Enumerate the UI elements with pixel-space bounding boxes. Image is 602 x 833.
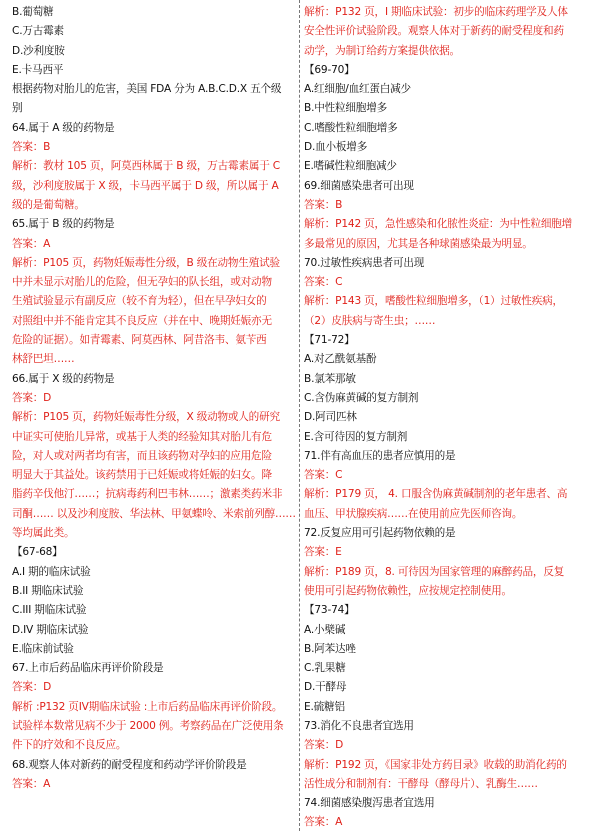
answer-line: 答案：C [304, 469, 343, 482]
explanation-line: 解析 :P132 页IV期临床试验 :上市后药品临床再评价阶段。 [12, 700, 283, 713]
explanation-line: 险，对人或对两者均有害，而且该药物对孕妇的应用危险 [12, 449, 272, 462]
explanation-line: 解析：P105 页，药物妊娠毒性分级，B 级在动物生殖试验 [12, 256, 280, 269]
explanation-line: 危险的证据）。如青霉素、阿莫西林、阿昔洛韦、氨苄西 [12, 334, 267, 347]
text-line: 别 [12, 102, 23, 115]
option-line: B.阿苯达唑 [304, 642, 356, 655]
question-group-header: 【73-74】 [304, 604, 355, 617]
answer-line: 答案：E [304, 546, 342, 559]
column-divider [299, 0, 300, 831]
explanation-line: 解析：P179 页， 4. 口服含伪麻黄碱制剂的老年患者、高 [304, 488, 568, 501]
answer-line: 答案：B [12, 141, 51, 154]
explanation-line: 件下的疗效和不良反应。 [12, 739, 127, 752]
explanation-line: 解析：P192 页，《国家非处方药目录》收载的助消化药的 [304, 758, 567, 771]
option-line: D.阿司匹林 [304, 411, 357, 424]
question-group-header: 【67-68】 [12, 546, 63, 559]
answer-line: 答案：D [12, 681, 52, 694]
question-line: 69.细菌感染患者可出现 [304, 179, 414, 192]
explanation-line: 多最常见的原因，尤其是各种球菌感染最为明显。 [304, 237, 533, 250]
option-line: C.III 期临床试验 [12, 604, 87, 617]
option-line: A.I 期的临床试验 [12, 565, 91, 578]
explanation-line: 解析：P105 页，药物妊娠毒性分级，X 级动物或人的研究 [12, 411, 280, 424]
question-line: 66.属于 X 级的药物是 [12, 372, 115, 385]
question-line: 67.上市后药品临床再评价阶段是 [12, 662, 164, 675]
explanation-line: 安全性评价试验阶段。观察人体对于新药的耐受程度和药 [304, 25, 564, 38]
option-line: B.中性粒细胞增多 [304, 102, 387, 115]
right-column [304, 3, 592, 833]
text-line: 根据药物对胎儿的危害，美国 FDA 分为 A.B.C.D.X 五个级 [12, 83, 282, 96]
explanation-line: （2）皮肤病与寄生虫；…… [304, 314, 436, 327]
option-line: E.硫糖铝 [304, 700, 345, 713]
explanation-line: 使用可引起药物依赖性，应按规定控制使用。 [304, 584, 512, 597]
explanation-line: 生殖试验显示有副反应（较不育为轻），但在早孕妇女的 [12, 295, 267, 308]
answer-line: 答案：D [12, 391, 52, 404]
explanation-line: 活性成分和制剂有：干酵母（酵母片）、乳酶生…… [304, 777, 538, 790]
explanation-line: 级，沙利度胺属于 X 级，卡马西平属于 D 级，所以属于 A [12, 179, 279, 192]
option-line: A.对乙酰氨基酚 [304, 353, 377, 366]
option-line: D.血小板增多 [304, 141, 368, 154]
question-group-header: 【71-72】 [304, 334, 355, 347]
option-line: B.II 期临床试验 [12, 584, 84, 597]
explanation-line: 脂药辛伐他汀……；抗病毒药利巴韦林……；激素类药米非 [12, 488, 283, 501]
option-line: B.葡萄糖 [12, 6, 54, 18]
question-group-header: 【69-70】 [304, 63, 355, 76]
explanation-line: 血压、甲状腺疾病……在使用前应先医师咨询。 [304, 507, 523, 520]
option-line: E.嗜碱性粒细胞减少 [304, 160, 397, 173]
option-line: E.含可待因的复方制剂 [304, 430, 408, 443]
explanation-line: 明显大于其益处。该药禁用于已妊娠或将妊娠的妇女。降 [12, 469, 272, 482]
option-line: A.小檗碱 [304, 623, 346, 636]
question-line: 74.细菌感染腹泻患者宜选用 [304, 797, 435, 810]
explanation-line: 中证实可使胎儿异常，或基于人类的经验知其对胎儿有危 [12, 430, 272, 443]
option-line: B.氯苯那敏 [304, 372, 356, 385]
explanation-line: 解析：P189 页，8. 可待因为国家管理的麻醉药品，反复 [304, 565, 565, 578]
explanation-line: 解析：教材 105 页，阿莫西林属于 B 级，万古霉素属于 C [12, 160, 280, 173]
explanation-line: 对照组中并不能肯定其不良反应（并在中、晚期妊娠亦无 [12, 314, 272, 327]
question-line: 71.伴有高血压的患者应慎用的是 [304, 449, 456, 462]
explanation-line: 解析：P132 页，I 期临床试验：初步的临床药理学及人体 [304, 6, 568, 18]
question-line: 73.消化不良患者宜选用 [304, 719, 414, 732]
explanation-line: 试验样本数常见病不少于 2000 例。考察药品在广泛使用条 [12, 719, 284, 732]
question-line: 68.观察人体对新药的耐受程度和药动学评价阶段是 [12, 758, 247, 771]
question-line: 72.反复应用可引起药物依赖的是 [304, 527, 456, 540]
answer-line: 答案：A [12, 777, 51, 790]
explanation-line: 林舒巴坦…… [12, 353, 75, 366]
explanation-line: 级的是葡萄糖。 [12, 198, 85, 211]
question-line: 64.属于 A 级的药物是 [12, 121, 115, 134]
explanation-line: 司酮…… 以及沙利度胺、华法林、甲氨蝶呤、米索前列醇…… [12, 507, 296, 520]
answer-line: 答案：B [304, 198, 343, 211]
option-line: D.干酵母 [304, 681, 347, 694]
answer-line: 答案：A [304, 816, 343, 829]
question-line: 70.过敏性疾病患者可出现 [304, 256, 425, 269]
option-line: A.红细胞/血红蛋白减少 [304, 83, 411, 96]
answer-line: 答案：C [304, 276, 343, 289]
option-line: D.沙利度胺 [12, 44, 65, 57]
option-line: E.卡马西平 [12, 63, 64, 76]
explanation-line: 解析：P142 页，急性感染和化脓性炎症：为中性粒细胞增 [304, 218, 573, 231]
option-line: C.万古霉素 [12, 25, 64, 38]
explanation-line: 解析：P143 页，嗜酸性粒细胞增多，（1）过敏性疾病， [304, 295, 563, 308]
option-line: D.IV 期临床试验 [12, 623, 89, 636]
answer-line: 答案：A [12, 237, 51, 250]
option-line: C.含伪麻黄碱的复方制剂 [304, 391, 419, 404]
option-line: C.乳果糖 [304, 662, 346, 675]
option-line: E.临床前试验 [12, 642, 74, 655]
explanation-line: 动学，为制订给药方案提供依据。 [304, 44, 460, 57]
explanation-line: 等均属此类。 [12, 527, 75, 540]
question-line: 65.属于 B 级的药物是 [12, 218, 115, 231]
explanation-line: 中并未显示对胎儿的危险，但无孕妇的队长组，或对动物 [12, 276, 272, 289]
left-column [12, 3, 298, 794]
option-line: C.嗜酸性粒细胞增多 [304, 121, 398, 134]
answer-line: 答案：D [304, 739, 344, 752]
